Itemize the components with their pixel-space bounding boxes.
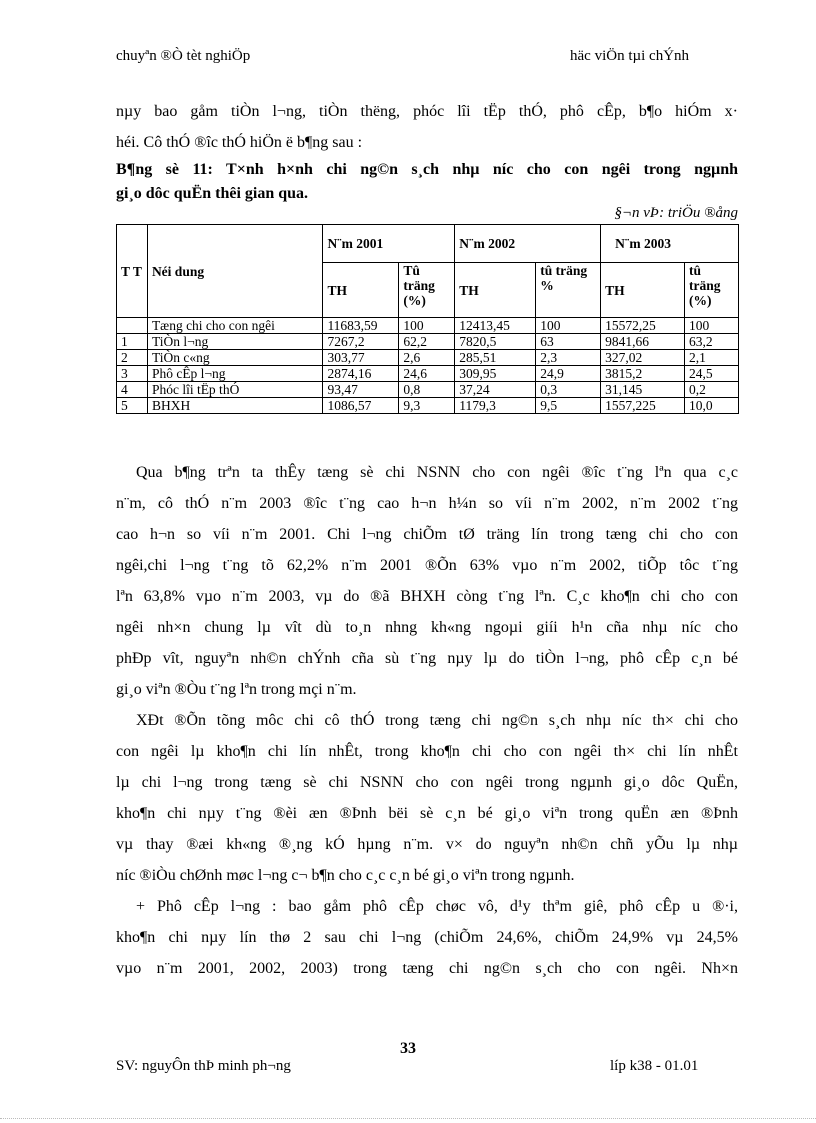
table-row <box>117 398 739 414</box>
sub-pct: tû träng % <box>536 263 601 318</box>
cell-value: 1086,57 <box>323 398 399 414</box>
cell-value: 0,3 <box>536 382 601 398</box>
cell-value: 327,02 <box>601 350 685 366</box>
cell-value: 2,3 <box>536 350 601 366</box>
budget-table <box>116 224 739 414</box>
body-line: gi¸o viªn ®Òu t¨ng lªn trong mçi n¨m. <box>116 681 357 698</box>
intro-line: héi. Cô thÓ ®îc thÓ hiÖn ë b¶ng sau : <box>116 134 363 151</box>
table-row <box>117 382 739 398</box>
cell-tt: 1 <box>117 334 148 350</box>
table-row <box>117 334 739 350</box>
caption-line: gi¸o dôc quËn thêi gian qua. <box>116 185 309 202</box>
cell-value: 15572,25 <box>601 318 685 334</box>
intro-line: nµy bao gåm tiÒn l¬ng, tiÒn thëng, phóc lîi tËp thÓ, phô cÊp, b¶o hiÓm x· <box>116 103 738 120</box>
cell-value: 24,5 <box>684 366 738 382</box>
cell-value: 1179,3 <box>455 398 536 414</box>
cell-value: 3815,2 <box>601 366 685 382</box>
cell-name: TiÒn c«ng <box>147 350 323 366</box>
body-line: + Phô cÊp l¬ng : bao gåm phô cÊp chøc vô, d¹y thªm giê, phô cÊp u ®·i, <box>136 898 738 915</box>
cell-value: 303,77 <box>323 350 399 366</box>
sub-pct: Tû träng (%) <box>399 263 455 318</box>
header-content: Néi dung <box>147 225 323 318</box>
sub-pct: tû träng (%) <box>684 263 738 318</box>
cell-value: 100 <box>536 318 601 334</box>
footer-left: SV: nguyÔn thÞ minh ph¬ng <box>116 1058 291 1074</box>
body-line: Qua b¶ng trªn ta thÊy tæng sè chi NSNN cho con ngêi ®îc t¨ng lªn qua c¸c <box>136 464 738 481</box>
cell-value: 0,2 <box>684 382 738 398</box>
cell-value: 2,1 <box>684 350 738 366</box>
cell-tt: 3 <box>117 366 148 382</box>
cell-value: 9,5 <box>536 398 601 414</box>
table-row <box>117 318 739 334</box>
header-year-2001: N¨m 2001 <box>323 225 455 263</box>
cell-tt: 5 <box>117 398 148 414</box>
cell-name: Phô cÊp l¬ng <box>147 366 323 382</box>
body-line: phÐp vît, nguyªn nh©n chÝnh cña sù t¨ng nµy lµ do tiÒn l¬ng, phô cÊp c¸n bé <box>116 650 738 667</box>
table-row <box>117 350 739 366</box>
body-line: cao h¬n so víi n¨m 2001. Chi l¬ng chiÕm tØ träng lín trong tæng chi cho con <box>116 526 738 543</box>
table-caption <box>116 158 738 206</box>
table-row <box>117 366 739 382</box>
cell-value: 24,6 <box>399 366 455 382</box>
header-year-2002: N¨m 2002 <box>455 225 601 263</box>
cell-value: 63 <box>536 334 601 350</box>
sub-th: TH <box>601 263 685 318</box>
body-line: níc ®iÒu chØnh møc l¬ng c¬ b¶n cho c¸c c¸n bé gi¸o viªn trong ngµnh. <box>116 867 575 884</box>
cell-value: 24,9 <box>536 366 601 382</box>
sub-th: TH <box>323 263 399 318</box>
body-line: kho¶n chi nµy lín thø 2 sau chi l¬ng (chiÕm 24,6%, chiÕm 24,9% vµ 24,5% <box>116 929 738 946</box>
cell-value: 10,0 <box>684 398 738 414</box>
footer-right: líp k38 - 01.01 <box>610 1058 699 1074</box>
body-line: ngêi nh×n chung lµ vît dù to¸n nhng kh«ng ngoµi giíi h¹n cña nhµ níc cho <box>116 619 738 636</box>
header-tt: T T <box>117 225 148 318</box>
cell-name: Phóc lîi tËp thÓ <box>147 382 323 398</box>
cell-value: 100 <box>399 318 455 334</box>
cell-value: 100 <box>684 318 738 334</box>
header-year-2003: N¨m 2003 <box>601 225 739 263</box>
cell-value: 0,8 <box>399 382 455 398</box>
cell-value: 309,95 <box>455 366 536 382</box>
body-line: vµo n¨m 2001, 2002, 2003) trong tæng chi ng©n s¸ch cho con ngêi. Nh×n <box>116 960 738 977</box>
cell-value: 63,2 <box>684 334 738 350</box>
body-text <box>116 457 738 984</box>
page-number: 33 <box>400 1040 416 1057</box>
body-line: lªn 63,8% vµo n¨m 2003, vµ do ®ã BHXH còng t¨ng lªn. C¸c kho¶n chi cho con <box>116 588 738 605</box>
cell-value: 9841,66 <box>601 334 685 350</box>
cell-value: 9,3 <box>399 398 455 414</box>
cell-value: 1557,225 <box>601 398 685 414</box>
cell-name: TiÒn l¬ng <box>147 334 323 350</box>
cell-value: 7267,2 <box>323 334 399 350</box>
cell-value: 62,2 <box>399 334 455 350</box>
cell-value: 31,145 <box>601 382 685 398</box>
body-line: kho¶n chi nµy t¨ng ®èi æn ®Þnh bëi sè c¸n bé gi¸o viªn trong quËn æn ®Þnh <box>116 805 738 822</box>
cell-value: 12413,45 <box>455 318 536 334</box>
cell-tt: 4 <box>117 382 148 398</box>
cell-value: 2874,16 <box>323 366 399 382</box>
cell-value: 285,51 <box>455 350 536 366</box>
body-line: XÐt ®Õn tõng môc chi cô thÓ trong tæng chi ng©n s¸ch nhµ níc th× chi cho <box>136 712 738 729</box>
body-line: n¨m, cô thÓ n¨m 2003 ®îc t¨ng cao h¬n h¼n so víi n¨m 2002, n¨m 2002 t¨ng <box>116 495 738 512</box>
cell-name: BHXH <box>147 398 323 414</box>
body-line: lµ chi l¬ng trong tæng sè chi NSNN cho con ngêi trong ngµnh gi¸o dôc QuËn, <box>116 774 738 791</box>
unit-label: §¬n vÞ: triÖu ®ång <box>614 205 738 221</box>
cell-value: 37,24 <box>455 382 536 398</box>
cell-value: 93,47 <box>323 382 399 398</box>
running-header-left: chuyªn ®Ò tèt nghiÖp <box>116 48 251 64</box>
cell-tt <box>117 318 148 334</box>
page-edge-divider <box>0 1118 816 1119</box>
cell-tt: 2 <box>117 350 148 366</box>
body-line: con ngêi lµ kho¶n chi lín nhÊt, trong kho¶n chi cho con ngêi th× chi lín nhÊt <box>116 743 738 760</box>
body-line: vµ thay ®æi kh«ng ®¸ng kÓ hµng n¨m. v× do nguyªn nh©n chñ yÕu lµ nhµ <box>116 836 738 853</box>
table-header-row <box>117 225 739 263</box>
sub-th: TH <box>455 263 536 318</box>
intro-paragraph <box>116 96 738 158</box>
cell-value: 7820,5 <box>455 334 536 350</box>
caption-line: B¶ng sè 11: T×nh h×nh chi ng©n s¸ch nhµ níc cho con ngêi trong ngµnh <box>116 161 738 178</box>
running-header-right: häc viÖn tµi chÝnh <box>570 48 690 64</box>
cell-value: 11683,59 <box>323 318 399 334</box>
body-line: ngêi,chi l¬ng t¨ng tõ 62,2% n¨m 2001 ®Õn 63% vµo n¨m 2002, tiÕp tôc t¨ng <box>116 557 738 574</box>
cell-name: Tæng chi cho con ngêi <box>147 318 323 334</box>
cell-value: 2,6 <box>399 350 455 366</box>
